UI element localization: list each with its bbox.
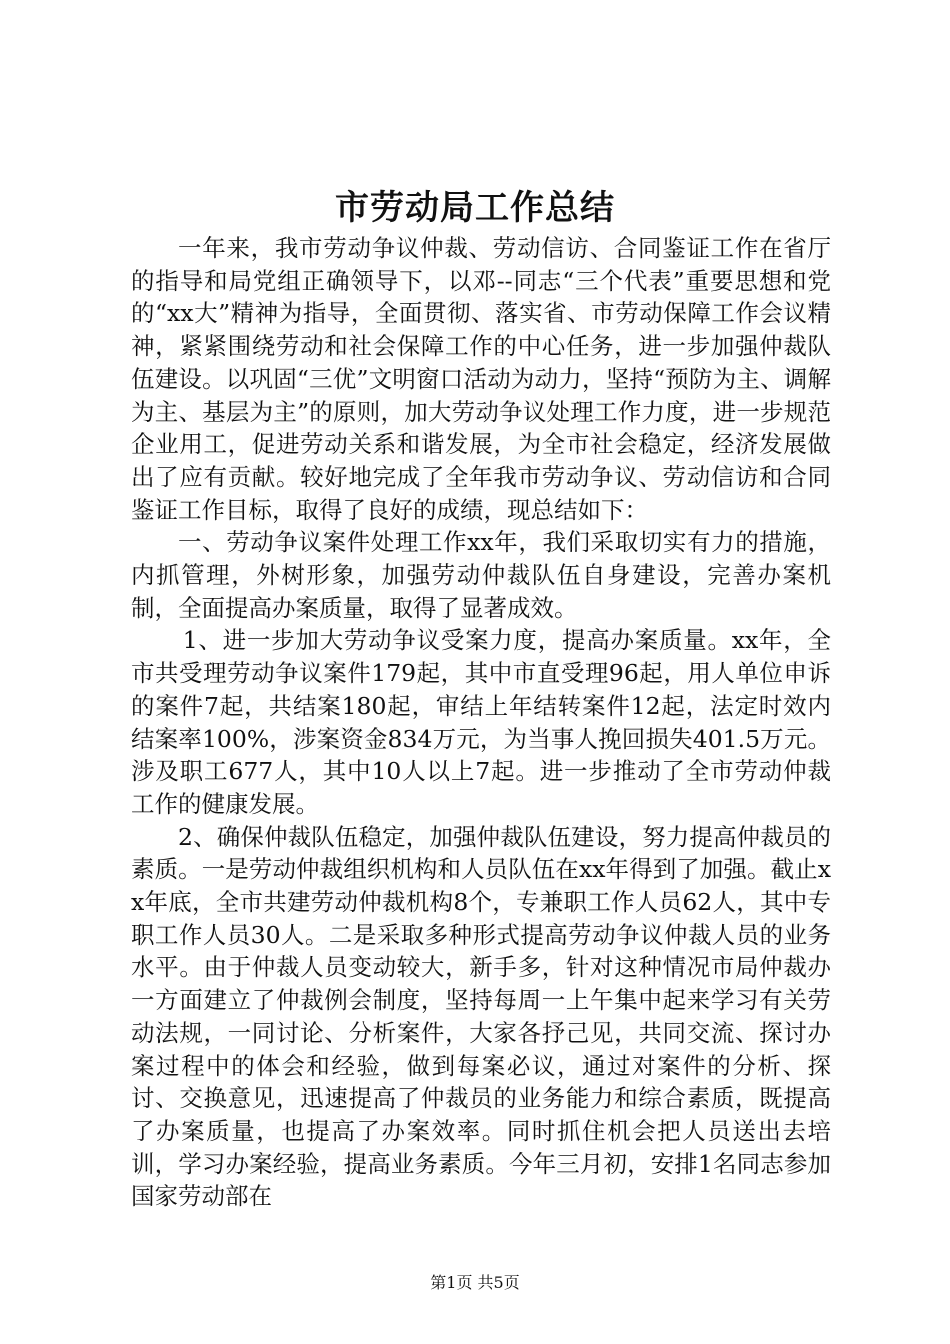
paragraph-item-two: 2、确保仲裁队伍稳定，加强仲裁队伍建设，努力提高仲裁员的素质。一是劳动仲裁组织机构和人员队伍在xx年得到了加强。截止xx年底，全市共建劳动仲裁机构8个，专兼职工作人员62人，其中专职工作人员30人。二是采取多种形式提高劳动争议仲裁人员的业务水平。由于仲裁人员变动较大，新手多，针对这种情况市局仲裁办一方面建立了仲裁例会制度，坚持每周一上午集中起来学习有关劳动法规，一同讨论、分析案件，大家各抒己见，共同交流、探讨办案过程中的体会和经验，做到每案必议，通过对案件的分析、探讨、交换意见，迅速提高了仲裁员的业务能力和综合素质，既提高了办案质量，也提高了办案效率。同时抓住机会把人员送出去培训，学习办案经验，提高业务素质。今年三月初，安排1名同志参加国家劳动部在 [131, 822, 831, 1211]
paragraph-intro: 一年来，我市劳动争议仲裁、劳动信访、合同鉴证工作在省厅的指导和局党组正确领导下，以邓--同志“三个代表”重要思想和党的“xx大”精神为指导，全面贯彻、落实省、市劳动保障工作会议精神，紧紧围绕劳动和社会保障工作的中心任务，进一步加强仲裁队伍建设。以巩固“三优”文明窗口活动为动力，坚持“预防为主、调解为主、基层为主”的原则，加大劳动争议处理工作力度，进一步规范企业用工，促进劳动关系和谐发展，为全市社会稳定，经济发展做出了应有贡献。较好地完成了全年我市劳动争议、劳动信访和合同鉴证工作目标，取得了良好的成绩，现总结如下： [131, 234, 831, 524]
document-body [131, 232, 831, 1213]
paragraph-section-one: 一、劳动争议案件处理工作xx年，我们采取切实有力的措施，内抓管理，外树形象，加强劳动仲裁队伍自身建设，完善办案机制，全面提高办案质量，取得了显著成效。 [131, 528, 831, 622]
page-title: 市劳动局工作总结 [335, 188, 615, 228]
paragraph-item-one: 1、进一步加大劳动争议受案力度，提高办案质量。xx年，全市共受理劳动争议案件179起，其中市直受理96起，用人单位申诉的案件7起，共结案180起，审结上年结转案件12起，法定时效内结案率100%，涉案资金834万元，为当事人挽回损失401.5万元。涉及职工677人，其中10人以上7起。进一步推动了全市劳动仲裁工作的健康发展。 [131, 626, 831, 818]
page-footer: 第1页 共5页 [430, 1273, 520, 1292]
